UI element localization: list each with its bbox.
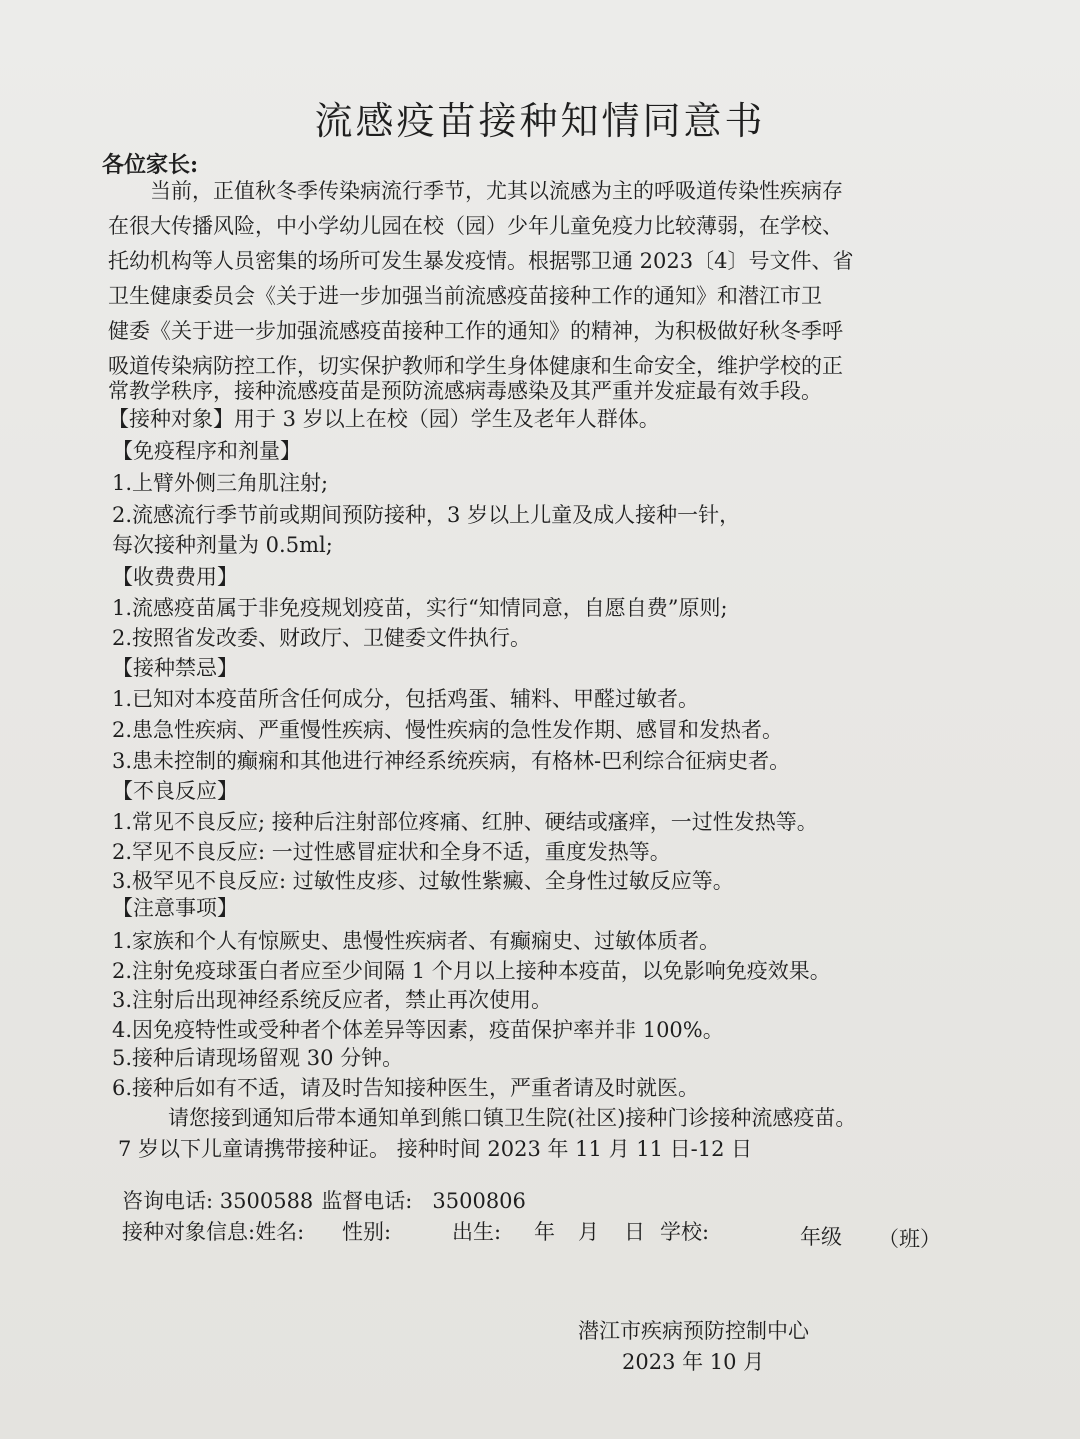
- section-heading-procedure: 【免疫程序和剂量】: [112, 439, 301, 463]
- issue-date: 2023 年 10 月: [622, 1350, 765, 1374]
- closing-line: 请您接到通知后带本通知单到熊口镇卫生院(社区)接种门诊接种流感疫苗。: [168, 1106, 857, 1130]
- procedure-item: 每次接种剂量为 0.5ml;: [112, 533, 333, 557]
- intro-line: 在很大传播风险，中小学幼儿园在校（园）少年儿童免疫力比较薄弱，在学校、: [108, 214, 843, 238]
- section-heading-contraindications: 【接种禁忌】: [112, 656, 238, 680]
- section-heading-notes: 【注意事项】: [112, 896, 238, 920]
- birth-year-label: 年: [534, 1220, 555, 1244]
- fees-item: 2.按照省发改委、财政厅、卫健委文件执行。: [112, 626, 532, 650]
- birth-month-label: 月: [578, 1220, 599, 1244]
- document-title: 流感疫苗接种知情同意书: [314, 99, 766, 143]
- intro-line: 当前，正值秋冬季传染病流行季节，尤其以流感为主的呼吸道传染性疾病存: [150, 179, 843, 203]
- fees-item: 1.流感疫苗属于非免疫规划疫苗，实行“知情同意，自愿自费”原则;: [112, 596, 728, 620]
- adverse-item: 2.罕见不良反应: 一过性感冒症状和全身不适，重度发热等。: [112, 840, 671, 864]
- contraindication-item: 2.患急性疾病、严重慢性疾病、慢性疾病的急性发作期、感冒和发热者。: [112, 718, 784, 742]
- notes-item: 1.家族和个人有惊厥史、患慢性疾病者、有癫痫史、过敏体质者。: [112, 929, 721, 953]
- contraindication-item: 3.患未控制的癫痫和其他进行神经系统疾病，有格林-巴利综合征病史者。: [112, 749, 791, 773]
- procedure-item: 1.上臂外侧三角肌注射;: [112, 471, 329, 495]
- recipient-info-label: 接种对象信息:姓名:: [122, 1220, 305, 1244]
- supervision-phone-label: 监督电话:: [321, 1189, 413, 1213]
- closing-line: 7 岁以下儿童请携带接种证。 接种时间 2023 年 11 月 11 日-12 日: [118, 1137, 753, 1161]
- notes-item: 2.注射免疫球蛋白者应至少间隔 1 个月以上接种本疫苗，以免影响免疫效果。: [112, 959, 831, 983]
- contact-line: [122, 1186, 526, 1216]
- intro-line: 健委《关于进一步加强流感疫苗接种工作的通知》的精神，为积极做好秋冬季呼: [108, 319, 843, 343]
- intro-line: 卫生健康委员会《关于进一步加强当前流感疫苗接种工作的通知》和潜江市卫: [108, 284, 822, 308]
- notes-item: 6.接种后如有不适，请及时告知接种医生，严重者请及时就医。: [112, 1076, 700, 1100]
- birth-day-label: 日: [624, 1220, 645, 1244]
- class-field-label: （班）: [878, 1227, 941, 1251]
- consult-phone-label: 咨询电话:: [122, 1189, 220, 1213]
- grade-field-label: 年级: [800, 1225, 842, 1249]
- intro-line: 托幼机构等人员密集的场所可发生暴发疫情。根据鄂卫通 2023〔4〕号文件、省: [108, 249, 854, 273]
- school-field-label: 学校:: [660, 1220, 710, 1244]
- gender-field-label: 性别:: [342, 1220, 392, 1244]
- procedure-item: 2.流感流行季节前或期间预防接种，3 岁以上儿童及成人接种一针，: [112, 503, 741, 527]
- consult-phone: 3500588: [219, 1189, 314, 1213]
- notes-item: 5.接种后请现场留观 30 分钟。: [112, 1046, 404, 1070]
- adverse-item: 1.常见不良反应; 接种后注射部位疼痛、红肿、硬结或瘙痒，一过性发热等。: [112, 810, 818, 834]
- section-heading-fees: 【收费费用】: [112, 565, 238, 589]
- supervision-phone: 3500806: [432, 1189, 526, 1213]
- notes-item: 4.因免疫特性或受种者个体差异等因素，疫苗保护率并非 100%。: [112, 1018, 724, 1042]
- birth-field-label: 出生:: [452, 1220, 502, 1244]
- section-target: 【接种对象】用于 3 岁以上在校（园）学生及老年人群体。: [108, 407, 660, 431]
- notes-item: 3.注射后出现神经系统反应者，禁止再次使用。: [112, 988, 553, 1012]
- section-heading-adverse: 【不良反应】: [112, 779, 238, 803]
- issuer-name: 潜江市疾病预防控制中心: [578, 1319, 809, 1343]
- adverse-item: 3.极罕见不良反应: 过敏性皮疹、过敏性紫癜、全身性过敏反应等。: [112, 869, 734, 893]
- intro-line: 吸道传染病防控工作，切实保护教师和学生身体健康和生命安全，维护学校的正: [108, 354, 843, 378]
- greeting: 各位家长:: [102, 152, 199, 178]
- intro-line: 常教学秩序，接种流感疫苗是预防流感病毒感染及其严重并发症最有效手段。: [108, 379, 822, 403]
- contraindication-item: 1.已知对本疫苗所含任何成分，包括鸡蛋、辅料、甲醛过敏者。: [112, 687, 700, 711]
